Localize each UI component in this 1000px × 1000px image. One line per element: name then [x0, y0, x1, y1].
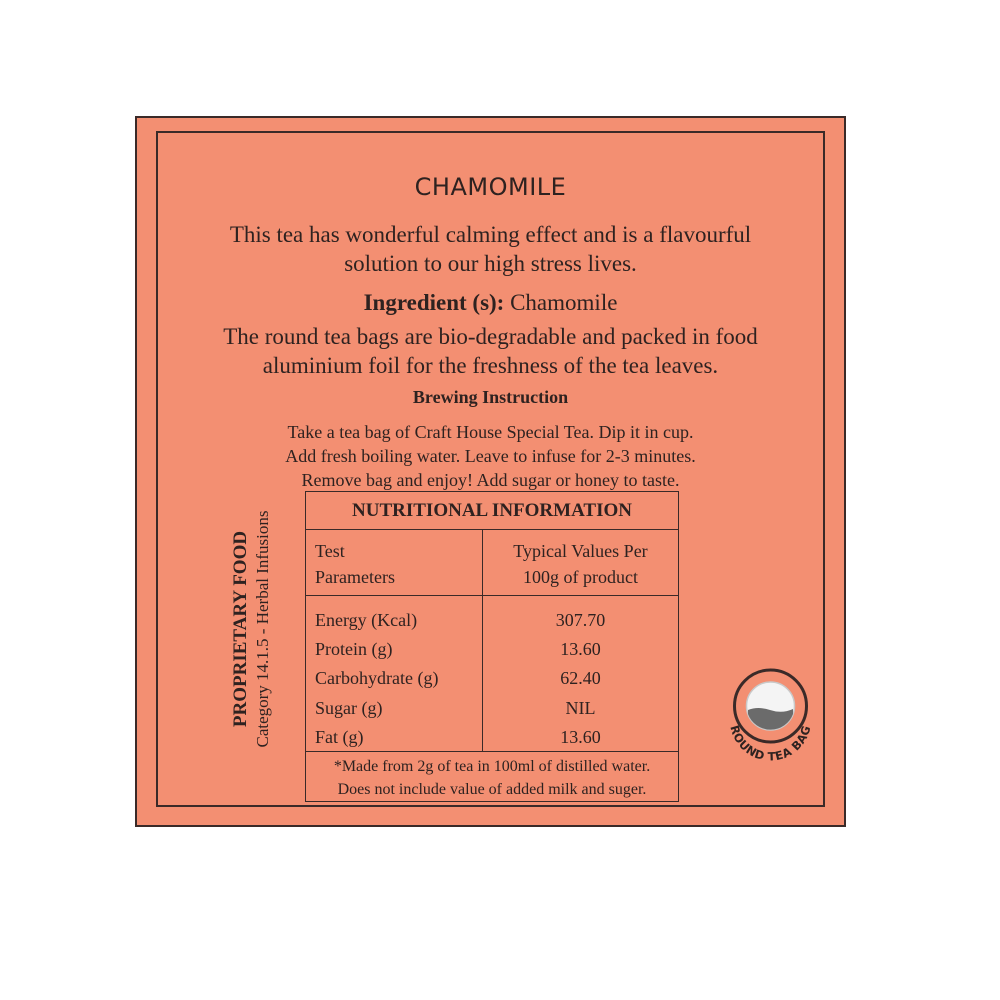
nutrition-rows: [306, 596, 678, 752]
badge-text: ROUND TEA BAG: [727, 723, 814, 764]
column-header-parameters: [306, 530, 483, 595]
tea-label-panel: [135, 116, 846, 827]
value-cell: 13.60: [560, 726, 601, 747]
bag-text-line: The round tea bags are bio-degradable and packed in food: [223, 324, 758, 349]
tea-bag-description: [178, 322, 803, 380]
food-category-vertical: [230, 494, 273, 764]
nutrition-footnote: [306, 752, 678, 801]
brewing-line: Add fresh boiling water. Leave to infuse for 2-3 minutes.: [285, 446, 696, 466]
round-tea-bag-badge: [713, 658, 828, 773]
value-cell: 307.70: [555, 610, 606, 630]
nutrition-column-headers: [306, 530, 678, 596]
header-line: Test: [315, 541, 345, 561]
header-line: Parameters: [315, 567, 395, 587]
category-label: Category 14.1.5 - Herbal Infusions: [253, 510, 272, 748]
column-header-values: [483, 530, 678, 595]
ingredients-line: [158, 290, 823, 316]
description-line: solution to our high stress lives.: [344, 251, 637, 276]
brewing-heading: Brewing Instruction: [412, 387, 569, 407]
proprietary-food-label: PROPRIETARY FOOD: [230, 530, 251, 728]
parameter-cell: Energy (Kcal): [315, 610, 418, 630]
parameter-cell: Protein (g): [315, 639, 393, 660]
brewing-instructions: [178, 420, 803, 492]
description-line: This tea has wonderful calming effect and is a flavourful: [229, 222, 752, 247]
footnote-line: *Made from 2g of tea in 100ml of distilled water.: [333, 758, 651, 775]
product-description: [198, 220, 783, 278]
product-title: CHAMOMILE: [414, 173, 567, 201]
header-line: 100g of product: [523, 567, 638, 587]
brewing-line: Remove bag and enjoy! Add sugar or honey to taste.: [301, 470, 680, 490]
brewing-line: Take a tea bag of Craft House Special Tea. Dip it in cup.: [287, 422, 694, 442]
header-line: Typical Values Per: [513, 541, 648, 561]
bag-text-line: aluminium foil for the freshness of the tea leaves.: [262, 353, 719, 378]
ingredient-label: Ingredient (s):: [363, 290, 505, 315]
ingredient-value: Chamomile: [510, 290, 618, 315]
value-cell: NIL: [565, 697, 596, 718]
parameter-cell: Carbohydrate (g): [315, 668, 439, 689]
tea-bag-icon: [713, 658, 828, 773]
parameter-column: [306, 596, 483, 751]
parameter-cell: Sugar (g): [315, 697, 383, 718]
parameter-cell: Fat (g): [315, 726, 364, 747]
label-inner-frame: [156, 131, 825, 807]
value-cell: 62.40: [560, 668, 601, 689]
value-cell: 13.60: [560, 639, 601, 660]
nutrition-heading: NUTRITIONAL INFORMATION: [306, 492, 678, 530]
value-column: [483, 596, 678, 751]
footnote-line: Does not include value of added milk and suger.: [337, 781, 647, 798]
nutrition-table: [305, 491, 679, 802]
